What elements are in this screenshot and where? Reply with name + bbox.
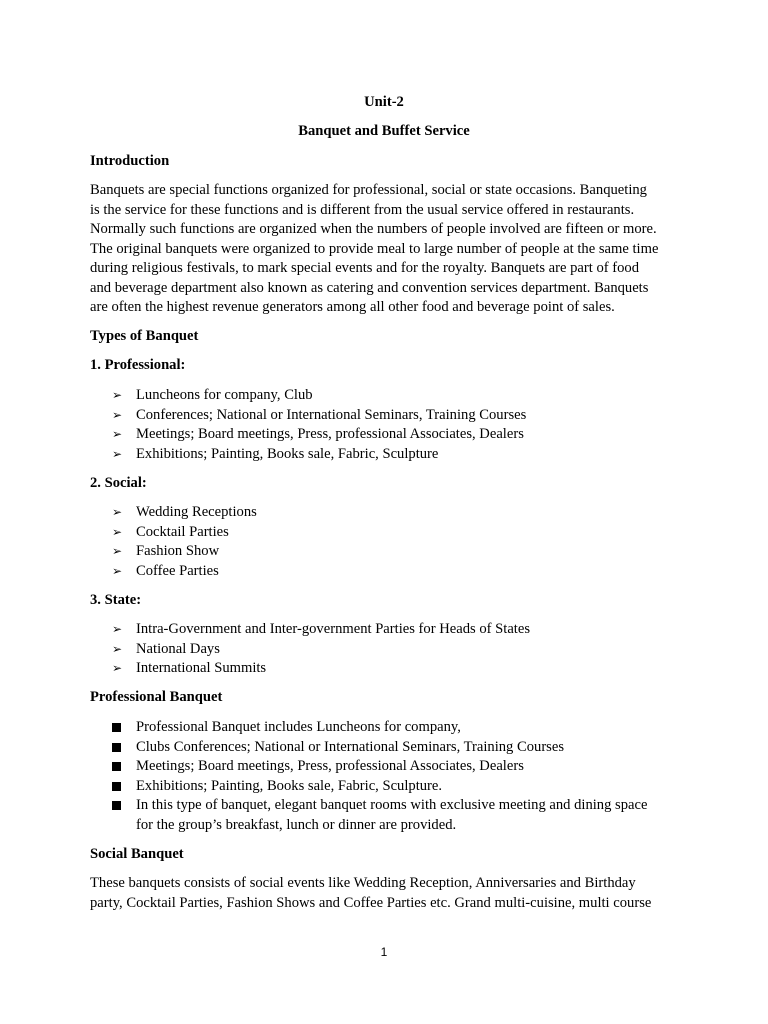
arrow-bullet-icon: ➢ xyxy=(112,661,123,675)
intro-line: Banquets are special functions organized for professional, social or state occasions. Banqueting xyxy=(90,182,647,198)
list-item: ➢ Conferences; National or International Seminars, Training Courses xyxy=(112,406,692,426)
list-item: ➢ Luncheons for company, Club xyxy=(112,386,692,406)
list-item: Exhibitions; Painting, Books sale, Fabric, Sculpture. xyxy=(112,777,692,797)
arrow-bullet-icon: ➢ xyxy=(112,505,123,519)
heading-social-banquet: Social Banquet xyxy=(90,846,184,862)
arrow-bullet-icon: ➢ xyxy=(112,544,123,558)
heading-types-of-banquet: Types of Banquet xyxy=(90,328,199,344)
intro-paragraph xyxy=(90,181,690,318)
social-banquet-line: These banquets consists of social events like Wedding Reception, Anniversaries and Birthday xyxy=(90,875,636,891)
list-item: ➢ Cocktail Parties xyxy=(112,523,692,543)
heading-professional-banquet: Professional Banquet xyxy=(90,689,223,705)
arrow-bullet-icon: ➢ xyxy=(112,641,123,656)
list-item: ➢ Wedding Receptions xyxy=(112,503,692,523)
document-title: Banquet and Buffet Service xyxy=(298,123,470,139)
arrow-bullet-icon: ➢ xyxy=(112,563,123,578)
list-item: ➢ Meetings; Board meetings, Press, professional Associates, Dealers xyxy=(112,425,692,445)
social-list xyxy=(112,503,692,581)
arrow-bullet-icon: ➢ xyxy=(112,622,123,636)
arrow-bullet-icon: ➢ xyxy=(112,524,123,539)
arrow-bullet-icon: ➢ xyxy=(112,446,123,461)
state-list xyxy=(112,620,692,679)
list-item: ➢ International Summits xyxy=(112,659,692,679)
list-item: ➢ Fashion Show xyxy=(112,542,692,562)
arrow-bullet-icon: ➢ xyxy=(112,407,123,422)
intro-line: is the service for these functions and is different from the usual service offered in restaurants. xyxy=(90,201,635,218)
list-item: ➢ National Days xyxy=(112,640,692,660)
professional-list xyxy=(112,386,692,464)
list-item: In this type of banquet, elegant banquet rooms with exclusive meeting and dining space for the group’s breakfast, lunch or dinner are provided. xyxy=(112,796,692,835)
heading-professional: 1. Professional: xyxy=(90,357,186,373)
intro-line: during religious festivals, to mark special events and for the royalty. Banquets are part of food xyxy=(90,260,639,276)
intro-line: and beverage department also known as catering and convention services department. Banquets xyxy=(90,279,649,296)
list-item: Clubs Conferences; National or International Seminars, Training Courses xyxy=(112,738,692,758)
unit-title: Unit-2 xyxy=(364,94,404,110)
list-item: ➢ Exhibitions; Painting, Books sale, Fabric, Sculpture xyxy=(112,445,692,465)
heading-introduction: Introduction xyxy=(90,153,170,169)
professional-banquet-list xyxy=(112,718,692,835)
square-bullet-icon xyxy=(112,738,126,759)
intro-line: Normally such functions are organized when the numbers of people involved are fifteen or more. xyxy=(90,221,657,237)
social-banquet-line: party, Cocktail Parties, Fashion Shows and Coffee Parties etc. Grand multi-cuisine, multi course xyxy=(90,894,652,911)
list-item: Meetings; Board meetings, Press, professional Associates, Dealers xyxy=(112,757,692,777)
heading-state: 3. State: xyxy=(90,592,142,608)
list-item: Professional Banquet includes Luncheons for company, xyxy=(112,718,692,738)
intro-line: are often the highest revenue generators among all other food and beverage point of sales. xyxy=(90,299,615,315)
page-number: 1 xyxy=(380,945,388,959)
square-bullet-icon xyxy=(112,777,126,798)
square-bullet-icon xyxy=(112,718,126,739)
heading-social: 2. Social: xyxy=(90,475,147,491)
arrow-bullet-icon: ➢ xyxy=(112,388,123,402)
list-item: ➢ Coffee Parties xyxy=(112,562,692,582)
list-item: ➢ Intra-Government and Inter-government Parties for Heads of States xyxy=(112,620,692,640)
social-banquet-paragraph xyxy=(90,874,690,913)
intro-line: The original banquets were organized to provide meal to large number of people at the same time xyxy=(90,240,659,257)
square-bullet-icon xyxy=(112,757,126,778)
square-bullet-icon xyxy=(112,796,126,817)
arrow-bullet-icon: ➢ xyxy=(112,427,123,441)
